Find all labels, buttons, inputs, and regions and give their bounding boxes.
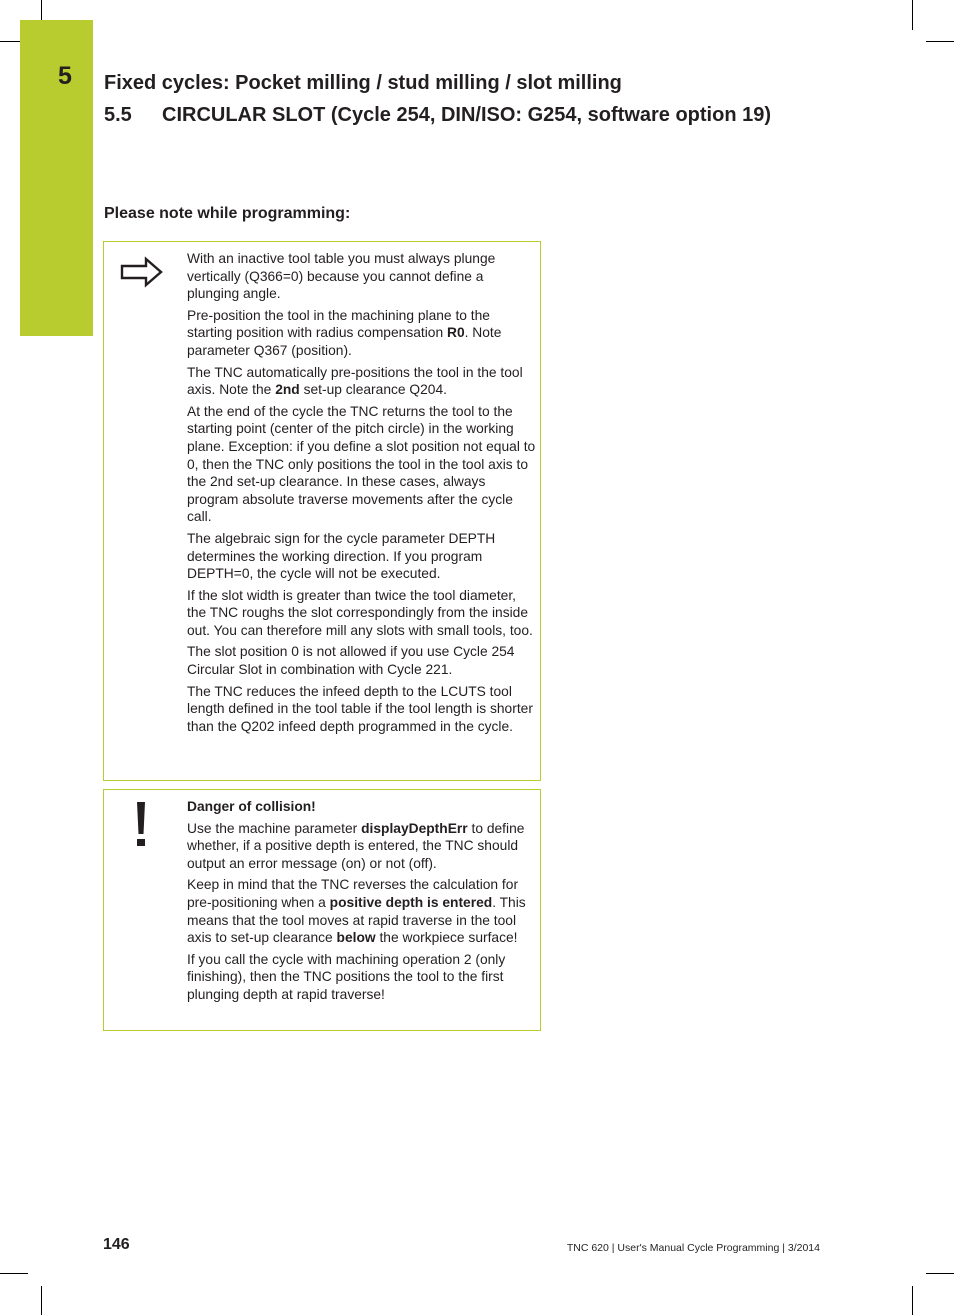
page-number: 146 — [103, 1236, 130, 1253]
note-paragraph: With an inactive tool table you must always plunge vertically (Q366=0) because you cannot define a plunging angle. — [187, 251, 496, 302]
chapter-number: 5 — [58, 62, 72, 90]
crop-mark — [926, 1273, 954, 1274]
note-box — [103, 241, 541, 781]
warning-heading: Danger of collision! — [187, 799, 316, 814]
warning-paragraph: If you call the cycle with machining operation 2 (only finishing), then the TNC positions the tool to the first plunging depth at rapid traverse! — [187, 951, 506, 1002]
crop-mark — [41, 0, 42, 20]
document-info: TNC 620 | User's Manual Cycle Programming | 3/2014 — [566, 1242, 820, 1254]
note-paragraph: Pre-position the tool in the machining plane to the starting position with radius compensation R0. Note parameter Q367 (position). — [187, 307, 502, 358]
note-paragraph: The TNC automatically pre-positions the tool in the tool axis. Note the 2nd set-up clearance Q204. — [187, 364, 523, 398]
note-paragraph: If the slot width is greater than twice the tool diameter, the TNC roughs the slot correspondingly from the inside out. You can therefore mill any slots with small tools, too. — [187, 587, 533, 638]
section-title: CIRCULAR SLOT (Cycle 254, DIN/ISO: G254, software option 19) — [162, 104, 772, 126]
crop-mark — [912, 0, 913, 30]
crop-mark — [926, 41, 954, 42]
warning-box — [103, 789, 541, 1031]
crop-mark — [41, 1286, 42, 1315]
warning-paragraph: Keep in mind that the TNC reverses the calculation for pre-positioning when a positive depth is entered. This means that the tool moves at rapid traverse in the tool axis to set-up clearance below the workpiece surface! — [187, 877, 526, 946]
warning-text — [187, 798, 537, 1008]
section-heading — [104, 104, 771, 127]
crop-mark — [912, 1286, 913, 1315]
note-paragraph: At the end of the cycle the TNC returns the tool to the starting point (center of the pitch circle) in the working plane. Exception: if you define a slot position not equal to 0, then the TNC only positions the tool in the tool axis to the 2nd set-up clearance. In these cases, always program absolute traverse movements after the cycle call. — [187, 403, 536, 525]
chapter-title: Fixed cycles: Pocket milling / stud milling / slot milling — [104, 72, 622, 94]
crop-mark — [0, 1273, 28, 1274]
chapter-tab — [20, 20, 93, 336]
note-paragraph: The TNC reduces the infeed depth to the LCUTS tool length defined in the tool table if the tool length is shorter than the Q202 infeed depth programmed in the cycle. — [187, 683, 533, 734]
crop-mark — [0, 41, 20, 42]
arrow-right-icon — [120, 256, 164, 288]
exclamation-icon — [134, 800, 148, 848]
note-paragraph: The slot position 0 is not allowed if you use Cycle 254 Circular Slot in combination with Cycle 221. — [187, 644, 515, 678]
note-paragraph: The algebraic sign for the cycle parameter DEPTH determines the working direction. If you program DEPTH=0, the cycle will not be executed. — [187, 530, 496, 582]
note-text — [187, 250, 537, 739]
warning-paragraph: Use the machine parameter displayDepthErr to define whether, if a positive depth is entered, the TNC should output an error message (on) or not (off). — [187, 820, 525, 871]
subheading: Please note while programming: — [104, 205, 351, 222]
section-number: 5.5 — [104, 104, 132, 126]
